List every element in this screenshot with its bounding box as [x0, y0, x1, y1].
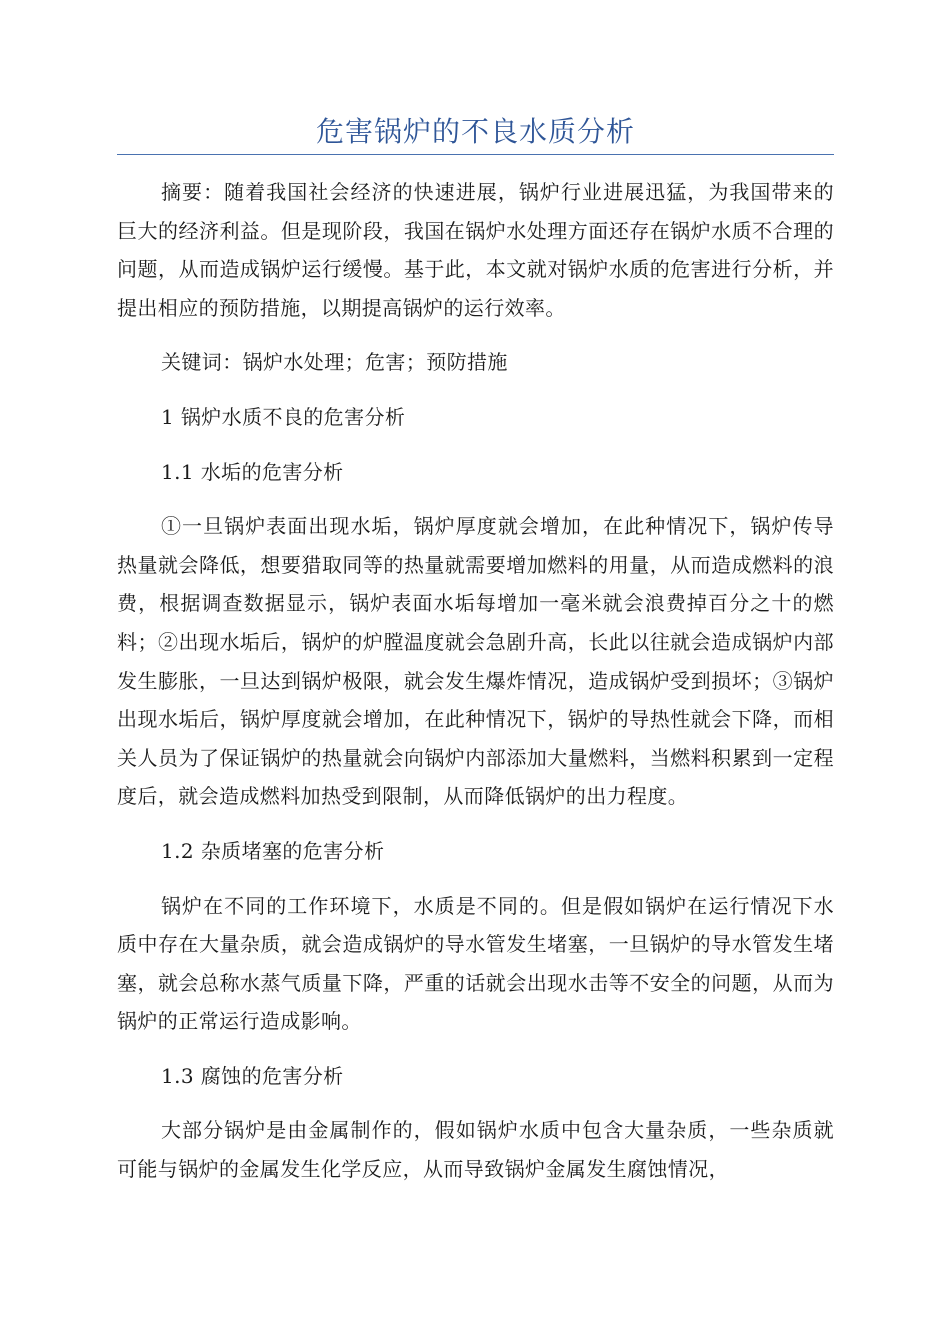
document-body [117, 173, 834, 1189]
keywords-paragraph: 关键词：锅炉水处理；危害；预防措施 [161, 350, 508, 375]
title-underline [117, 154, 834, 155]
section-heading-1-2: 1.2 杂质堵塞的危害分析 [161, 838, 385, 863]
section-heading-1: 1 锅炉水质不良的危害分析 [161, 404, 406, 429]
body-paragraph: ①一旦锅炉表面出现水垢，锅炉厚度就会增加，在此种情况下，锅炉传导热量就会降低，想要猎取同等的热量就需要增加燃料的用量，从而造成燃料的浪费，根据调查数据显示，锅炉表面水垢每增加一毫米就会浪费掉百分之十的燃料；②出现水垢后，锅炉的炉膛温度就会急剧升高，长此以往就会造成锅炉内部发生膨胀，一旦达到锅炉极限，就会发生爆炸情况，造成锅炉受到损坏；③锅炉出现水垢后，锅炉厚度就会增加，在此种情况下，锅炉的导热性就会下降，而相关人员为了保证锅炉的热量就会向锅炉内部添加大量燃料，当燃料积累到一定程度后，就会造成燃料加热受到限制，从而降低锅炉的出力程度。 [117, 514, 834, 809]
section-heading-1-1: 1.1 水垢的危害分析 [161, 459, 344, 484]
abstract-paragraph: 摘要：随着我国社会经济的快速进展，锅炉行业进展迅猛，为我国带来的巨大的经济利益。但是现阶段，我国在锅炉水处理方面还存在锅炉水质不合理的问题，从而造成锅炉运行缓慢。基于此，本文就对锅炉水质的危害进行分析，并提出相应的预防措施，以期提高锅炉的运行效率。 [117, 180, 834, 320]
body-paragraph: 锅炉在不同的工作环境下，水质是不同的。但是假如锅炉在运行情况下水质中存在大量杂质，就会造成锅炉的导水管发生堵塞，一旦锅炉的导水管发生堵塞，就会总称水蒸气质量下降，严重的话就会出现水击等不安全的问题，从而为锅炉的正常运行造成影响。 [117, 893, 834, 1034]
section-heading-1-3: 1.3 腐蚀的危害分析 [161, 1063, 344, 1088]
document-title: 危害锅炉的不良水质分析 [315, 115, 635, 148]
body-paragraph: 大部分锅炉是由金属制作的，假如锅炉水质中包含大量杂质，一些杂质就可能与锅炉的金属发生化学反应，从而导致锅炉金属发生腐蚀情况， [117, 1118, 834, 1182]
